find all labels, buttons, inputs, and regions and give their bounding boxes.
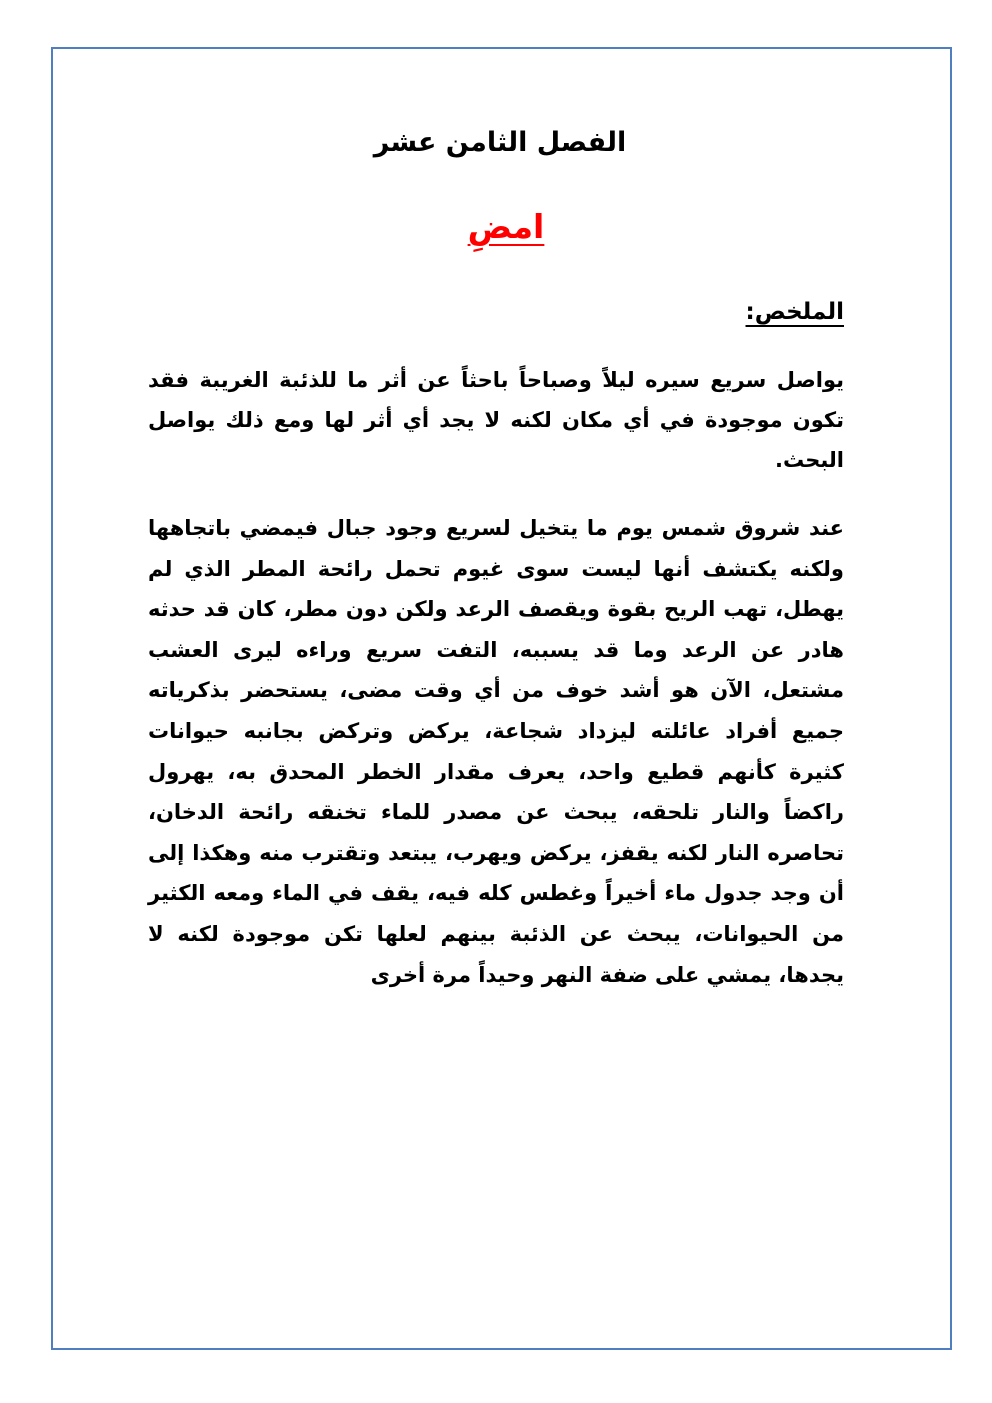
summary-heading (148, 292, 844, 332)
summary-heading-text: الملخص: (745, 299, 844, 325)
story-title (148, 200, 844, 254)
document-content (148, 118, 844, 995)
summary-paragraph: يواصل سريع سيره ليلاً وصباحاً باحثاً عن أثر ما للذئبة الغريبة فقد تكون موجودة في أي مكان لكنه لا يجد أي أثر لها ومع ذلك يواصل البحث. (148, 368, 844, 472)
chapter-title: الفصل الثامن عشر (373, 127, 627, 158)
body-paragraph: عند شروق شمس يوم ما يتخيل لسريع وجود جبال فيمضي باتجاهها ولكنه يكتشف أنها ليست سوى غيوم تحمل رائحة المطر الذي لم يهطل، تهب الريح بقوة ويقصف الرعد ولكن دون مطر، كان قد حدثه هادر عن الرعد وما قد يسببه، التفت سريع وراءه ليرى العشب مشتعل، الآن هو أشد خوف من أي وقت مضى، يستحضر بذكرياته جميع أفراد عائلته ليزداد شجاعة، يركض وتركض بجانبه حيوانات كثيرة كأنهم قطيع واحد، يعرف مقدار الخطر المحدق به، يهرول راكضاً والنار تلحقه، يبحث عن مصدر للماء تخنقه رائحة الدخان، تحاصره النار لكنه يقفز، يركض ويهرب، يبتعد وتقترب منه وهكذا إلى أن وجد جدول ماء أخيراً وغطس كله فيه، يقف في الماء ومعه الكثير من الحيوانات، يبحث عن الذئبة بينهم لعلها تكن موجودة لكنه لا يجدها، يمشي على ضفة النهر وحيداً مرة أخرى (148, 516, 844, 987)
story-title-text: امضِ (467, 207, 545, 246)
